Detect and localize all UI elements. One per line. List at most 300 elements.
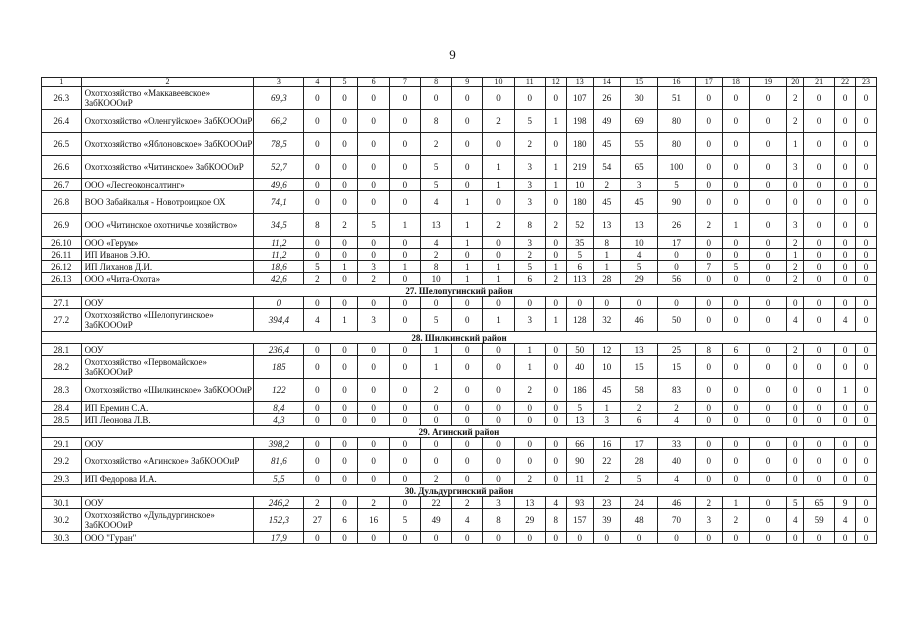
value-cell: 0 bbox=[452, 133, 483, 156]
value-cell: 13 bbox=[566, 414, 593, 426]
value-cell: 5 bbox=[420, 179, 451, 191]
value-cell: 0 bbox=[331, 532, 358, 544]
value-cell: 107 bbox=[566, 87, 593, 110]
value-cell: 0 bbox=[389, 237, 420, 249]
value-cell: 0 bbox=[358, 344, 389, 356]
row-number-cell: 30.3 bbox=[42, 532, 82, 544]
value-cell: 0 bbox=[420, 450, 451, 473]
column-number-cell: 10 bbox=[483, 78, 514, 87]
value-cell: 0 bbox=[856, 273, 877, 285]
row-number-cell: 26.6 bbox=[42, 156, 82, 179]
column-number-cell: 15 bbox=[620, 78, 657, 87]
section-title: 29. Агинский район bbox=[42, 426, 877, 438]
value-cell: 0 bbox=[804, 133, 835, 156]
value-cell: 1 bbox=[420, 344, 451, 356]
value-cell: 2 bbox=[620, 402, 657, 414]
value-cell: 10 bbox=[593, 356, 620, 379]
section-title: 28. Шилкинский район bbox=[42, 332, 877, 344]
value-cell: 28 bbox=[593, 273, 620, 285]
value-cell: 2 bbox=[514, 249, 545, 261]
value-cell: 0 bbox=[856, 414, 877, 426]
table-row bbox=[42, 156, 877, 179]
value-cell: 0 bbox=[358, 356, 389, 379]
value-cell: 0 bbox=[749, 309, 786, 332]
column-number-cell: 13 bbox=[566, 78, 593, 87]
column-number-cell: 1 bbox=[42, 78, 82, 87]
value-cell: 0 bbox=[749, 191, 786, 214]
column-number-cell: 5 bbox=[331, 78, 358, 87]
value-cell: 0 bbox=[452, 438, 483, 450]
value-cell: 0 bbox=[722, 297, 749, 309]
value-cell: 0 bbox=[483, 379, 514, 402]
value-cell: 0 bbox=[722, 237, 749, 249]
column-number-cell: 2 bbox=[81, 78, 254, 87]
value-cell: 180 bbox=[566, 133, 593, 156]
value-cell: 0 bbox=[804, 379, 835, 402]
value-cell: 0 bbox=[749, 297, 786, 309]
value-cell: 0 bbox=[389, 450, 420, 473]
value-cell: 0 bbox=[835, 214, 856, 237]
value-cell: 48 bbox=[620, 509, 657, 532]
value-cell: 2 bbox=[420, 133, 451, 156]
organization-name-cell: Охотхозяйство «Шелопугинское» ЗабКОООиР bbox=[81, 309, 254, 332]
value-cell: 0 bbox=[545, 414, 566, 426]
value-cell: 0 bbox=[787, 473, 804, 485]
area-cell: 11,2 bbox=[254, 237, 304, 249]
organization-name-cell: ООУ bbox=[81, 438, 254, 450]
value-cell: 0 bbox=[804, 273, 835, 285]
value-cell: 0 bbox=[483, 249, 514, 261]
value-cell: 0 bbox=[545, 473, 566, 485]
value-cell: 2 bbox=[593, 179, 620, 191]
organization-name-cell: Охотхозяйство «Шилкинское» ЗабКОООиР bbox=[81, 379, 254, 402]
value-cell: 0 bbox=[358, 414, 389, 426]
value-cell: 0 bbox=[545, 356, 566, 379]
value-cell: 4 bbox=[835, 509, 856, 532]
value-cell: 0 bbox=[695, 133, 722, 156]
value-cell: 8 bbox=[593, 237, 620, 249]
column-number-cell: 4 bbox=[304, 78, 331, 87]
value-cell: 0 bbox=[566, 532, 593, 544]
value-cell: 0 bbox=[722, 249, 749, 261]
value-cell: 1 bbox=[452, 191, 483, 214]
area-cell: 18,6 bbox=[254, 261, 304, 273]
value-cell: 0 bbox=[452, 249, 483, 261]
value-cell: 0 bbox=[835, 87, 856, 110]
value-cell: 0 bbox=[856, 379, 877, 402]
row-number-cell: 26.11 bbox=[42, 249, 82, 261]
value-cell: 0 bbox=[835, 414, 856, 426]
value-cell: 0 bbox=[856, 473, 877, 485]
column-number-cell: 23 bbox=[856, 78, 877, 87]
value-cell: 0 bbox=[389, 87, 420, 110]
organization-name-cell: Охотхозяйство «Яблоновское» ЗабКОООиР bbox=[81, 133, 254, 156]
value-cell: 0 bbox=[722, 309, 749, 332]
organization-name-cell: ООУ bbox=[81, 344, 254, 356]
value-cell: 16 bbox=[358, 509, 389, 532]
organization-name-cell: ООО "Гуран" bbox=[81, 532, 254, 544]
value-cell: 1 bbox=[389, 261, 420, 273]
value-cell: 0 bbox=[545, 532, 566, 544]
value-cell: 3 bbox=[514, 237, 545, 249]
value-cell: 13 bbox=[593, 214, 620, 237]
value-cell: 93 bbox=[566, 497, 593, 509]
value-cell: 0 bbox=[856, 87, 877, 110]
value-cell: 0 bbox=[483, 191, 514, 214]
value-cell: 1 bbox=[389, 214, 420, 237]
value-cell: 16 bbox=[593, 438, 620, 450]
value-cell: 0 bbox=[389, 273, 420, 285]
value-cell: 5 bbox=[566, 249, 593, 261]
column-number-cell: 11 bbox=[514, 78, 545, 87]
value-cell: 22 bbox=[420, 497, 451, 509]
value-cell: 157 bbox=[566, 509, 593, 532]
row-number-cell: 28.1 bbox=[42, 344, 82, 356]
value-cell: 2 bbox=[695, 214, 722, 237]
value-cell: 5 bbox=[566, 402, 593, 414]
area-cell: 11,2 bbox=[254, 249, 304, 261]
value-cell: 15 bbox=[658, 356, 695, 379]
value-cell: 2 bbox=[331, 214, 358, 237]
value-cell: 0 bbox=[358, 191, 389, 214]
value-cell: 0 bbox=[389, 156, 420, 179]
value-cell: 1 bbox=[545, 309, 566, 332]
value-cell: 0 bbox=[749, 156, 786, 179]
value-cell: 0 bbox=[749, 402, 786, 414]
value-cell: 0 bbox=[722, 450, 749, 473]
value-cell: 8 bbox=[304, 214, 331, 237]
value-cell: 69 bbox=[620, 110, 657, 133]
value-cell: 2 bbox=[514, 379, 545, 402]
value-cell: 0 bbox=[835, 344, 856, 356]
value-cell: 0 bbox=[835, 191, 856, 214]
value-cell: 0 bbox=[804, 356, 835, 379]
value-cell: 5 bbox=[620, 261, 657, 273]
value-cell: 4 bbox=[420, 237, 451, 249]
value-cell: 0 bbox=[835, 273, 856, 285]
value-cell: 1 bbox=[452, 214, 483, 237]
value-cell: 0 bbox=[722, 110, 749, 133]
organization-name-cell: ИП Лиханов Д.И. bbox=[81, 261, 254, 273]
value-cell: 219 bbox=[566, 156, 593, 179]
value-cell: 0 bbox=[722, 179, 749, 191]
organization-name-cell: Охотхозяйство «Читинское» ЗабКОООиР bbox=[81, 156, 254, 179]
value-cell: 83 bbox=[658, 379, 695, 402]
value-cell: 8 bbox=[545, 509, 566, 532]
table-row bbox=[42, 273, 877, 285]
value-cell: 0 bbox=[514, 450, 545, 473]
value-cell: 13 bbox=[420, 214, 451, 237]
value-cell: 0 bbox=[722, 438, 749, 450]
value-cell: 17 bbox=[620, 438, 657, 450]
value-cell: 0 bbox=[389, 344, 420, 356]
row-number-cell: 28.3 bbox=[42, 379, 82, 402]
value-cell: 0 bbox=[304, 414, 331, 426]
value-cell: 0 bbox=[358, 532, 389, 544]
row-number-cell: 26.12 bbox=[42, 261, 82, 273]
value-cell: 0 bbox=[389, 297, 420, 309]
value-cell: 0 bbox=[695, 438, 722, 450]
value-cell: 8 bbox=[420, 261, 451, 273]
value-cell: 4 bbox=[420, 191, 451, 214]
table-row bbox=[42, 473, 877, 485]
value-cell: 0 bbox=[545, 191, 566, 214]
value-cell: 0 bbox=[545, 379, 566, 402]
value-cell: 0 bbox=[514, 87, 545, 110]
value-cell: 5 bbox=[620, 473, 657, 485]
value-cell: 0 bbox=[331, 297, 358, 309]
value-cell: 0 bbox=[389, 414, 420, 426]
value-cell: 0 bbox=[658, 249, 695, 261]
column-number-cell: 19 bbox=[749, 78, 786, 87]
value-cell: 5 bbox=[514, 261, 545, 273]
value-cell: 0 bbox=[749, 237, 786, 249]
organization-name-cell: ООО «Читинское охотничье хозяйство» bbox=[81, 214, 254, 237]
value-cell: 3 bbox=[483, 497, 514, 509]
value-cell: 0 bbox=[304, 438, 331, 450]
column-number-cell: 14 bbox=[593, 78, 620, 87]
table-row bbox=[42, 402, 877, 414]
value-cell: 8 bbox=[695, 344, 722, 356]
value-cell: 0 bbox=[835, 261, 856, 273]
value-cell: 0 bbox=[545, 344, 566, 356]
value-cell: 0 bbox=[787, 438, 804, 450]
table-row bbox=[42, 191, 877, 214]
value-cell: 0 bbox=[804, 450, 835, 473]
value-cell: 4 bbox=[658, 473, 695, 485]
value-cell: 1 bbox=[722, 214, 749, 237]
value-cell: 10 bbox=[566, 179, 593, 191]
value-cell: 2 bbox=[514, 473, 545, 485]
value-cell: 0 bbox=[452, 87, 483, 110]
value-cell: 198 bbox=[566, 110, 593, 133]
value-cell: 0 bbox=[787, 414, 804, 426]
value-cell: 0 bbox=[358, 133, 389, 156]
row-number-cell: 29.1 bbox=[42, 438, 82, 450]
value-cell: 0 bbox=[483, 473, 514, 485]
value-cell: 0 bbox=[389, 309, 420, 332]
table-row bbox=[42, 237, 877, 249]
value-cell: 2 bbox=[695, 497, 722, 509]
value-cell: 0 bbox=[358, 402, 389, 414]
value-cell: 1 bbox=[452, 237, 483, 249]
value-cell: 5 bbox=[658, 179, 695, 191]
value-cell: 0 bbox=[787, 191, 804, 214]
value-cell: 1 bbox=[483, 179, 514, 191]
value-cell: 5 bbox=[420, 309, 451, 332]
table-row bbox=[42, 87, 877, 110]
value-cell: 0 bbox=[304, 249, 331, 261]
value-cell: 0 bbox=[749, 261, 786, 273]
value-cell: 0 bbox=[835, 110, 856, 133]
value-cell: 29 bbox=[514, 509, 545, 532]
value-cell: 0 bbox=[358, 297, 389, 309]
value-cell: 0 bbox=[452, 532, 483, 544]
table-row bbox=[42, 214, 877, 237]
value-cell: 3 bbox=[514, 179, 545, 191]
value-cell: 0 bbox=[695, 379, 722, 402]
value-cell: 5 bbox=[389, 509, 420, 532]
value-cell: 49 bbox=[593, 110, 620, 133]
column-number-cell: 3 bbox=[254, 78, 304, 87]
row-number-cell: 26.7 bbox=[42, 179, 82, 191]
column-number-cell: 16 bbox=[658, 78, 695, 87]
row-number-cell: 26.4 bbox=[42, 110, 82, 133]
value-cell: 0 bbox=[856, 438, 877, 450]
area-cell: 122 bbox=[254, 379, 304, 402]
area-cell: 394,4 bbox=[254, 309, 304, 332]
value-cell: 3 bbox=[593, 414, 620, 426]
value-cell: 55 bbox=[620, 133, 657, 156]
value-cell: 0 bbox=[331, 414, 358, 426]
value-cell: 0 bbox=[658, 532, 695, 544]
value-cell: 0 bbox=[331, 237, 358, 249]
row-number-cell: 26.8 bbox=[42, 191, 82, 214]
value-cell: 0 bbox=[389, 191, 420, 214]
value-cell: 0 bbox=[545, 87, 566, 110]
value-cell: 0 bbox=[749, 273, 786, 285]
value-cell: 0 bbox=[749, 509, 786, 532]
organization-name-cell: Охотхозяйство «Оленгуйское» ЗабКОООиР bbox=[81, 110, 254, 133]
value-cell: 1 bbox=[452, 273, 483, 285]
value-cell: 2 bbox=[304, 273, 331, 285]
value-cell: 0 bbox=[304, 237, 331, 249]
value-cell: 2 bbox=[483, 110, 514, 133]
column-number-cell: 20 bbox=[787, 78, 804, 87]
value-cell: 0 bbox=[695, 110, 722, 133]
value-cell: 80 bbox=[658, 110, 695, 133]
value-cell: 0 bbox=[420, 402, 451, 414]
value-cell: 0 bbox=[835, 438, 856, 450]
table-row bbox=[42, 356, 877, 379]
value-cell: 2 bbox=[545, 214, 566, 237]
value-cell: 0 bbox=[722, 473, 749, 485]
value-cell: 0 bbox=[358, 110, 389, 133]
value-cell: 45 bbox=[593, 133, 620, 156]
value-cell: 0 bbox=[514, 438, 545, 450]
value-cell: 0 bbox=[452, 179, 483, 191]
organization-name-cell: ИП Еремин С.А. bbox=[81, 402, 254, 414]
value-cell: 40 bbox=[566, 356, 593, 379]
value-cell: 0 bbox=[620, 532, 657, 544]
value-cell: 2 bbox=[420, 379, 451, 402]
row-number-cell: 28.4 bbox=[42, 402, 82, 414]
section-header-row bbox=[42, 285, 877, 297]
value-cell: 0 bbox=[695, 191, 722, 214]
value-cell: 0 bbox=[304, 344, 331, 356]
row-number-cell: 29.3 bbox=[42, 473, 82, 485]
value-cell: 46 bbox=[658, 497, 695, 509]
value-cell: 66 bbox=[566, 438, 593, 450]
value-cell: 0 bbox=[695, 237, 722, 249]
value-cell: 0 bbox=[452, 297, 483, 309]
value-cell: 0 bbox=[695, 249, 722, 261]
value-cell: 0 bbox=[835, 179, 856, 191]
value-cell: 0 bbox=[304, 191, 331, 214]
table-row bbox=[42, 297, 877, 309]
value-cell: 0 bbox=[304, 450, 331, 473]
value-cell: 65 bbox=[804, 497, 835, 509]
value-cell: 13 bbox=[620, 214, 657, 237]
value-cell: 0 bbox=[304, 179, 331, 191]
value-cell: 0 bbox=[804, 214, 835, 237]
value-cell: 0 bbox=[856, 356, 877, 379]
value-cell: 0 bbox=[358, 379, 389, 402]
column-number-cell: 22 bbox=[835, 78, 856, 87]
value-cell: 33 bbox=[658, 438, 695, 450]
value-cell: 0 bbox=[722, 133, 749, 156]
value-cell: 0 bbox=[658, 297, 695, 309]
value-cell: 0 bbox=[804, 179, 835, 191]
value-cell: 0 bbox=[749, 344, 786, 356]
value-cell: 1 bbox=[331, 309, 358, 332]
value-cell: 50 bbox=[658, 309, 695, 332]
value-cell: 0 bbox=[389, 379, 420, 402]
value-cell: 0 bbox=[856, 297, 877, 309]
value-cell: 0 bbox=[856, 344, 877, 356]
value-cell: 0 bbox=[835, 249, 856, 261]
row-number-cell: 27.2 bbox=[42, 309, 82, 332]
value-cell: 0 bbox=[593, 297, 620, 309]
column-number-cell: 21 bbox=[804, 78, 835, 87]
value-cell: 0 bbox=[389, 532, 420, 544]
value-cell: 0 bbox=[304, 379, 331, 402]
value-cell: 0 bbox=[804, 237, 835, 249]
value-cell: 26 bbox=[658, 214, 695, 237]
value-cell: 0 bbox=[695, 273, 722, 285]
value-cell: 0 bbox=[787, 297, 804, 309]
value-cell: 0 bbox=[452, 414, 483, 426]
area-cell: 246,2 bbox=[254, 497, 304, 509]
value-cell: 5 bbox=[722, 261, 749, 273]
value-cell: 0 bbox=[749, 497, 786, 509]
value-cell: 128 bbox=[566, 309, 593, 332]
value-cell: 3 bbox=[358, 261, 389, 273]
table-row bbox=[42, 179, 877, 191]
value-cell: 1 bbox=[514, 344, 545, 356]
column-number-cell: 17 bbox=[695, 78, 722, 87]
organization-name-cell: ИП Федорова И.А. bbox=[81, 473, 254, 485]
value-cell: 0 bbox=[545, 249, 566, 261]
organization-name-cell: Охотхозяйство «Агинское» ЗабКОООиР bbox=[81, 450, 254, 473]
table-row bbox=[42, 110, 877, 133]
value-cell: 0 bbox=[722, 156, 749, 179]
value-cell: 6 bbox=[566, 261, 593, 273]
value-cell: 10 bbox=[620, 237, 657, 249]
value-cell: 0 bbox=[452, 450, 483, 473]
value-cell: 51 bbox=[658, 87, 695, 110]
value-cell: 0 bbox=[804, 156, 835, 179]
value-cell: 0 bbox=[695, 402, 722, 414]
value-cell: 2 bbox=[787, 273, 804, 285]
value-cell: 0 bbox=[856, 156, 877, 179]
value-cell: 8 bbox=[483, 509, 514, 532]
area-cell: 152,3 bbox=[254, 509, 304, 532]
value-cell: 0 bbox=[804, 344, 835, 356]
value-cell: 0 bbox=[389, 402, 420, 414]
value-cell: 0 bbox=[514, 532, 545, 544]
section-header-row bbox=[42, 485, 877, 497]
value-cell: 6 bbox=[722, 344, 749, 356]
value-cell: 0 bbox=[804, 191, 835, 214]
value-cell: 4 bbox=[787, 309, 804, 332]
value-cell: 1 bbox=[545, 110, 566, 133]
value-cell: 0 bbox=[331, 179, 358, 191]
table-row bbox=[42, 249, 877, 261]
value-cell: 0 bbox=[787, 179, 804, 191]
value-cell: 0 bbox=[856, 261, 877, 273]
section-header-row bbox=[42, 426, 877, 438]
